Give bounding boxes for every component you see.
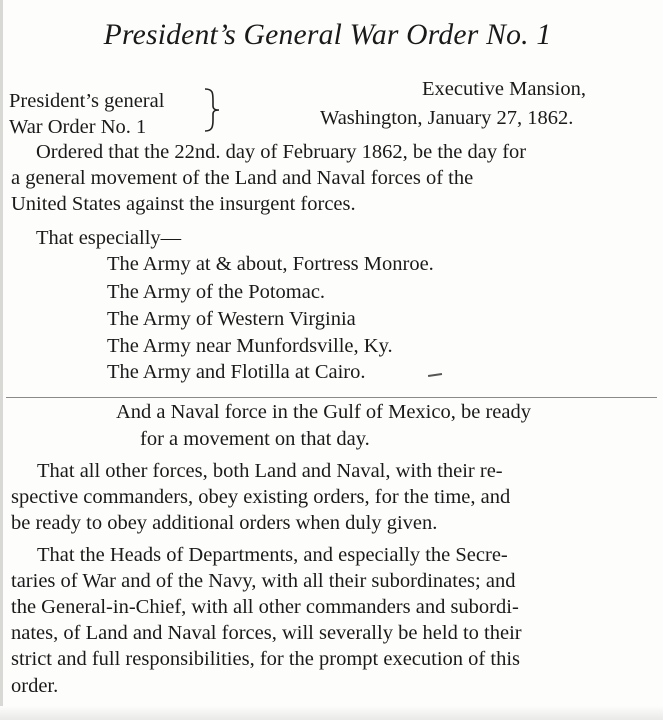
paragraph-1-line-3: United States against the insurgent forces.: [11, 193, 356, 215]
paragraph-3-line-5: strict and full responsibilities, for the prompt execution of this: [11, 648, 520, 670]
paragraph-2-line-2: spective commanders, obey existing orders, for the time, and: [11, 486, 511, 508]
army-line-1: The Army at & about, Fortress Monroe.: [107, 253, 434, 275]
paragraph-1-line-2: a general movement of the Land and Naval forces of the: [11, 167, 474, 189]
army-line-5: The Army and Flotilla at Cairo.: [107, 361, 366, 383]
paragraph-3-line-4: nates, of Land and Naval forces, will severally be held to their: [11, 622, 522, 644]
naval-line-1: And a Naval force in the Gulf of Mexico, be ready: [116, 401, 531, 423]
army-line-2: The Army of the Potomac.: [107, 281, 326, 303]
heading-left-line-1: President’s general: [9, 90, 165, 112]
scan-shadow: [0, 706, 663, 720]
especially-line: That especially—: [36, 227, 182, 249]
paragraph-2-line-1: That all other forces, both Land and Naval, with their re-: [37, 460, 503, 482]
paragraph-1-line-1: Ordered that the 22nd. day of February 1862, be the day for: [36, 141, 527, 163]
paragraph-2-line-3: be ready to obey additional orders when duly given.: [11, 512, 438, 534]
paragraph-3-line-1: That the Heads of Departments, and especially the Secre-: [37, 544, 508, 566]
heading-right-line-1: Executive Mansion,: [422, 78, 586, 100]
paragraph-3-line-6: order.: [11, 675, 59, 697]
naval-line-2: for a movement on that day.: [140, 428, 370, 450]
document-title: President’s General War Order No. 1: [103, 18, 552, 51]
paragraph-3-line-3: the General-in-Chief, with all other commanders and subordi-: [11, 596, 519, 618]
army-line-4: The Army near Munfordsville, Ky.: [107, 335, 393, 357]
brace-mark: [201, 87, 223, 133]
army-line-3: The Army of Western Virginia: [107, 308, 356, 330]
heading-left-line-2: War Order No. 1: [9, 116, 147, 138]
paragraph-3-line-2: taries of War and of the Navy, with all their subordinates; and: [11, 570, 516, 592]
page-edge: [0, 0, 3, 720]
pen-mark: [428, 373, 442, 376]
paste-divider: [6, 397, 657, 398]
heading-right-line-2: Washington, January 27, 1862.: [320, 107, 574, 129]
